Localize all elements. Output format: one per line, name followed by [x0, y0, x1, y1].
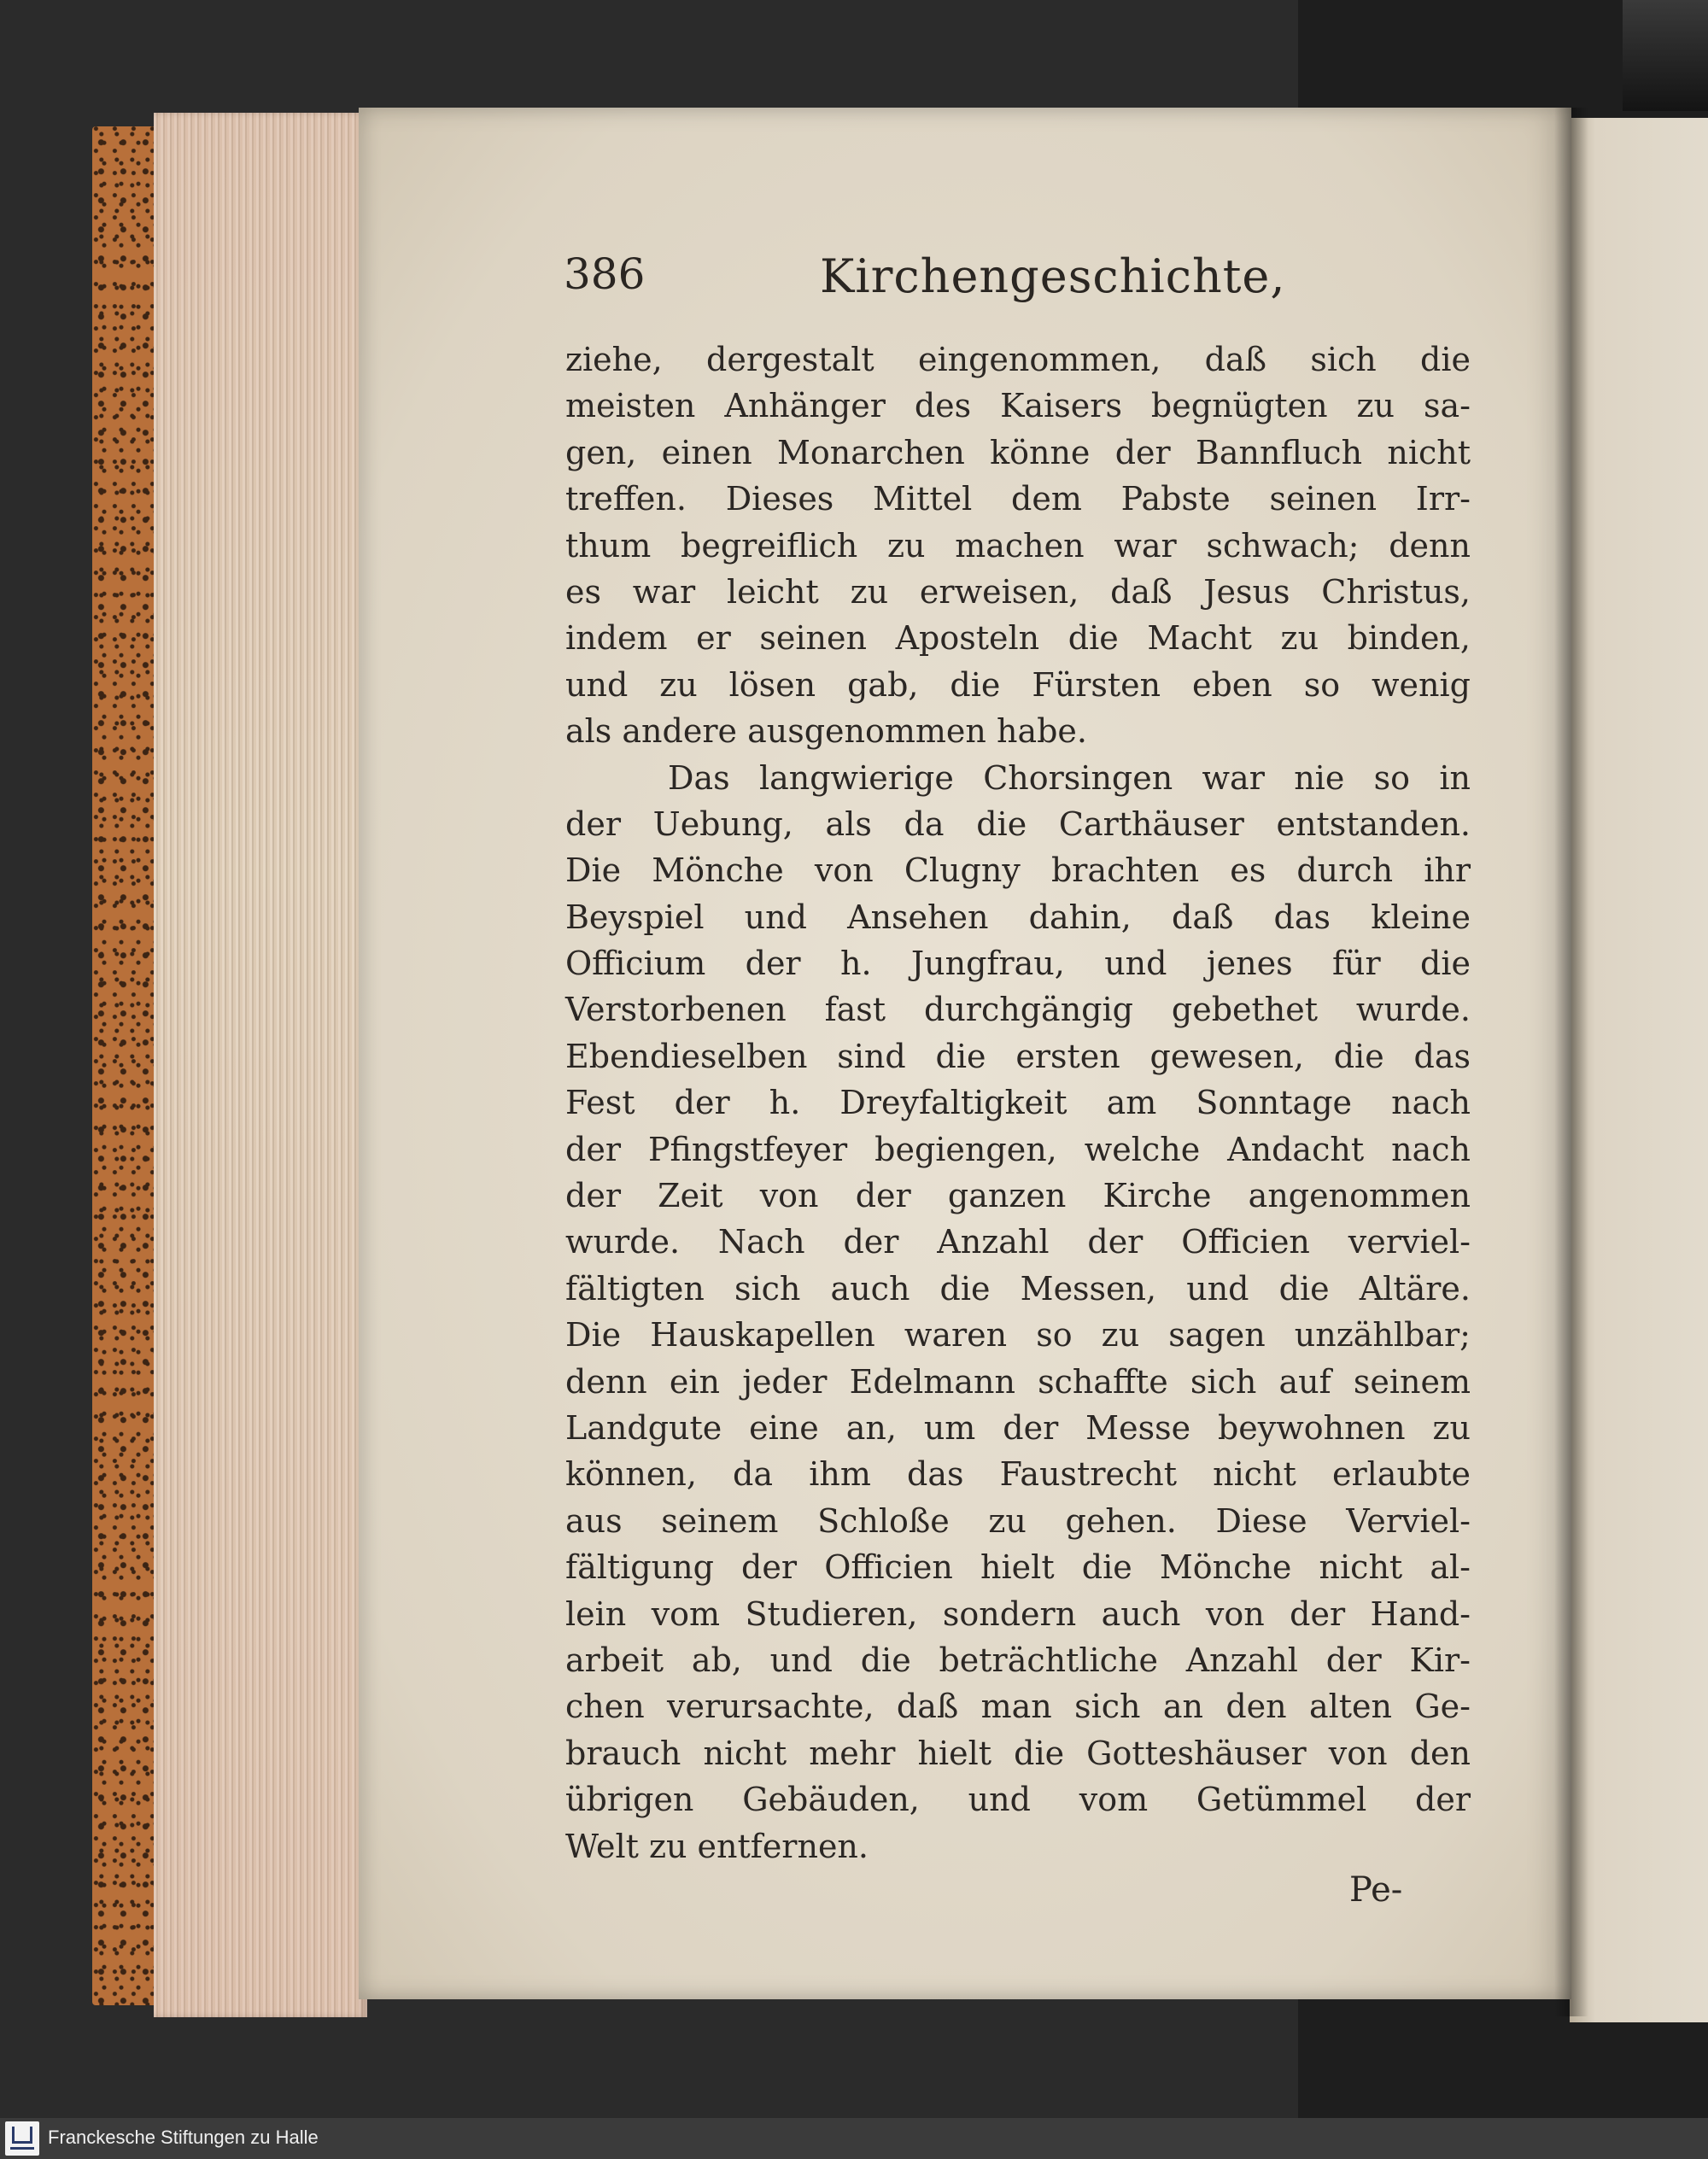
text-line: der Uebung, als da die Carthäuser entstanden. [565, 805, 1471, 843]
text-line: lein vom Studieren, sondern auch von der Hand- [565, 1594, 1471, 1633]
page-fore-edge [154, 113, 367, 2017]
text-line: aus seinem Schloße zu gehen. Diese Verviel- [565, 1501, 1471, 1540]
text-line: gen, einen Monarchen könne der Bannfluch nicht [565, 433, 1471, 471]
text-line: indem er seinen Aposteln die Macht zu binden, [565, 619, 1471, 658]
running-header [564, 249, 1486, 318]
text-line: Officium der h. Jungfrau, und jenes für die [565, 945, 1471, 983]
text-line: als andere ausgenommen habe. [565, 712, 1087, 751]
book-cover-edge [92, 126, 161, 2005]
facing-page [1570, 118, 1708, 2022]
text-line: arbeit ab, und die beträchtliche Anzahl der Kir- [565, 1641, 1471, 1679]
text-line: der Pfingstfeyer begiengen, welche Andacht nach [565, 1130, 1471, 1168]
text-line: chen verursachte, daß man sich an den alten Ge- [565, 1688, 1471, 1726]
text-line: Fest der h. Dreyfaltigkeit am Sonntage nach [565, 1084, 1471, 1122]
text-line: ziehe, dergestalt eingenommen, daß sich die [565, 341, 1471, 378]
text-line: Beyspiel und Ansehen dahin, daß das kleine [565, 898, 1471, 936]
text-line: es war leicht zu erweisen, daß Jesus Christus, [565, 572, 1471, 611]
text-line: fältigung der Officien hielt die Mönche nicht al- [565, 1548, 1471, 1587]
text-line: Welt zu entfernen. [565, 1827, 869, 1865]
text-line: können, da ihm das Faustrecht nicht erlaubte [565, 1455, 1471, 1494]
page-number: 386 [564, 249, 646, 299]
page-gutter [1554, 108, 1588, 2016]
text-line: Verstorbenen fast durchgängig gebethet wurde. [565, 991, 1471, 1029]
book-clamp [1623, 0, 1708, 111]
catchword: Pe- [1349, 1870, 1403, 1910]
text-line: Landgute eine an, um der Messe beywohnen zu [565, 1408, 1471, 1447]
text-line: der Zeit von der ganzen Kirche angenommen [565, 1177, 1471, 1215]
body-text [565, 336, 1471, 1869]
text-line: Die Mönche von Clugny brachten es durch ihr [565, 851, 1471, 890]
text-line: thum begreiflich zu machen war schwach; denn [565, 526, 1471, 565]
text-line: und zu lösen gab, die Fürsten eben so wenig [565, 665, 1471, 704]
paragraph-start-line: Das langwierige Chorsingen war nie so in [668, 758, 1471, 797]
text-line: wurde. Nach der Anzahl der Officien verviel- [565, 1223, 1471, 1261]
text-line: Ebendieselben sind die ersten gewesen, die das [565, 1037, 1471, 1075]
text-line: übrigen Gebäuden, und vom Getümmel der [565, 1781, 1471, 1819]
institution-logo-icon [5, 2121, 39, 2156]
text-line: meisten Anhänger des Kaisers begnügten zu sa- [565, 387, 1471, 425]
running-title: Kirchengeschichte, [820, 249, 1286, 303]
text-line: brauch nicht mehr hielt die Gotteshäuser von den [565, 1734, 1471, 1772]
text-line: denn ein jeder Edelmann schaffte sich auf seinem [565, 1362, 1471, 1401]
text-line: Die Hauskapellen waren so zu sagen unzählbar; [565, 1316, 1471, 1354]
footer-label: Franckesche Stiftungen zu Halle [48, 2127, 319, 2148]
text-line: treffen. Dieses Mittel dem Pabste seinen Irr- [565, 480, 1471, 518]
text-line: fältigten sich auch die Messen, und die Altäre. [565, 1269, 1471, 1308]
